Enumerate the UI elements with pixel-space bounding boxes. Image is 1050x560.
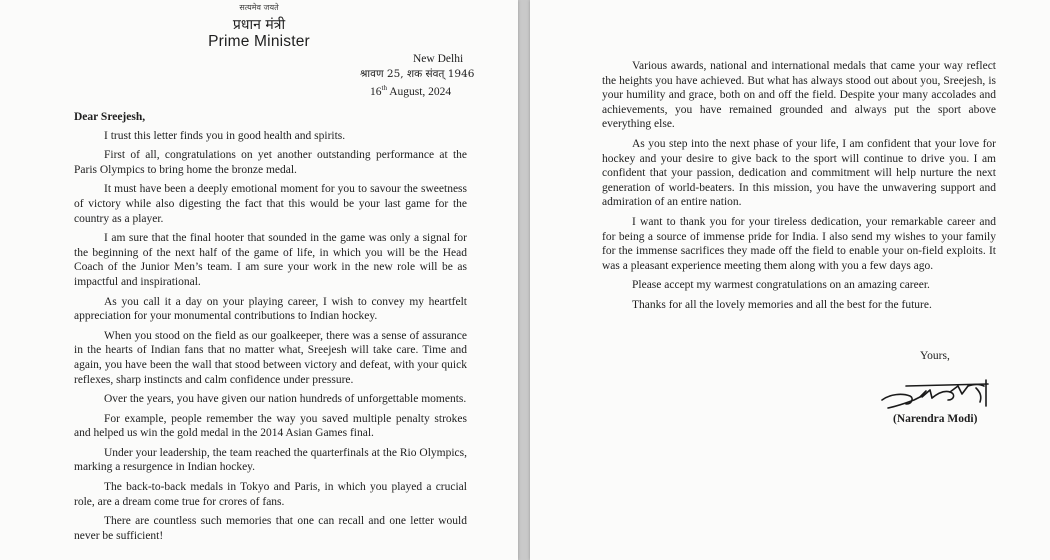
emblem-motto: सत्यमेव जयते (239, 3, 279, 12)
date-english (360, 81, 474, 99)
paragraph: First of all, congratulations on yet another outstanding performance at the Paris Olympics to bring home the bronze medal. (74, 149, 467, 176)
letterhead-title-english: Prime Minister (208, 33, 310, 50)
date-day: 16 (370, 85, 382, 98)
date-hindi: श्रावण 25, शक संवत् 1946 (360, 67, 475, 80)
paragraph: Thanks for all the lovely memories and all the best for the future. (632, 298, 932, 311)
date-block (360, 52, 474, 99)
letter-page-1 (0, 0, 518, 560)
salutation: Dear Sreejesh, (74, 111, 146, 123)
date-day-suffix: th (381, 84, 387, 92)
date-month-year: August, 2024 (386, 85, 452, 98)
date-city: New Delhi (413, 53, 464, 65)
letter-body-right (602, 59, 996, 318)
paragraph: For example, people remember the way you saved multiple penalty strokes and helped us win the gold medal in the 2014 Asian Games final. (74, 412, 467, 440)
paragraph: I trust this letter finds you in good health and spirits. (104, 129, 346, 142)
letterhead-title-hindi: प्रधान मंत्री (232, 17, 286, 33)
paragraph: I am sure that the final hooter that sounded in the game was only a signal for the beginning of the next half of the game of life, in which you will be the Head Coach of the Junior Men’s team. I am sure your work in the new role will be as impactful and inspirational. (74, 232, 467, 288)
paragraph: It must have been a deeply emotional moment for you to savour the sweetness of victory while also digesting the fact that this would be your last game for the country as a player. (74, 183, 467, 225)
paragraph: The back-to-back medals in Tokyo and Paris, in which you played a crucial role, are a dream come true for crores of fans. (74, 481, 467, 508)
closing: Yours, (920, 350, 950, 362)
paragraph: There are countless such memories that one can recall and one letter would never be sufficient! (74, 515, 467, 542)
paragraph: Over the years, you have given our nation hundreds of unforgettable moments. (104, 393, 467, 406)
signer-name: (Narendra Modi) (893, 413, 978, 425)
paragraph: Please accept my warmest congratulations on an amazing career. (632, 279, 930, 292)
signature-icon (876, 376, 1011, 414)
letter-body-left (74, 110, 467, 548)
letter-page-2 (530, 0, 1050, 560)
paragraph: As you call it a day on your playing career, I wish to convey my heartfelt appreciation for your monumental contributions to Indian hockey. (74, 295, 467, 323)
paragraph: Under your leadership, the team reached the quarterfinals at the Rio Olympics, marking a resurgence in Indian hockey. (74, 446, 467, 474)
paragraph: As you step into the next phase of your life, I am confident that your love for hockey and your desire to give back to the sport will continue to drive you. I am confident that your passion, dedication and commitment will help nurture the next generation of world-beaters. In this mission, you have the unwavering support and admiration of an entire nation. (602, 137, 996, 209)
paragraph: When you stood on the field as our goalkeeper, there was a sense of assurance in the hearts of Indian fans that no matter what, Sreejesh will take care. Time and again, you have been the wall that stood between victory and defeat, with your quick reflexes, sharp instincts and calm confidence under pressure. (74, 329, 467, 386)
paragraph: I want to thank you for your tireless dedication, your remarkable career and for being a source of immense pride for India. I also send my wishes to your family for the immense sacrifices they made off the field to enable your on-field exploits. It was a pleasant experience meeting them along with you a few days ago. (602, 215, 996, 272)
paragraph: Various awards, national and international medals that came your way reflect the heights you have achieved. But what has always stood out about you, Sreejesh, is your humility and grace, both on and off the field. Despite your many accolades and achievements, you have remained grounded and always put the sport above everything else. (602, 60, 996, 131)
